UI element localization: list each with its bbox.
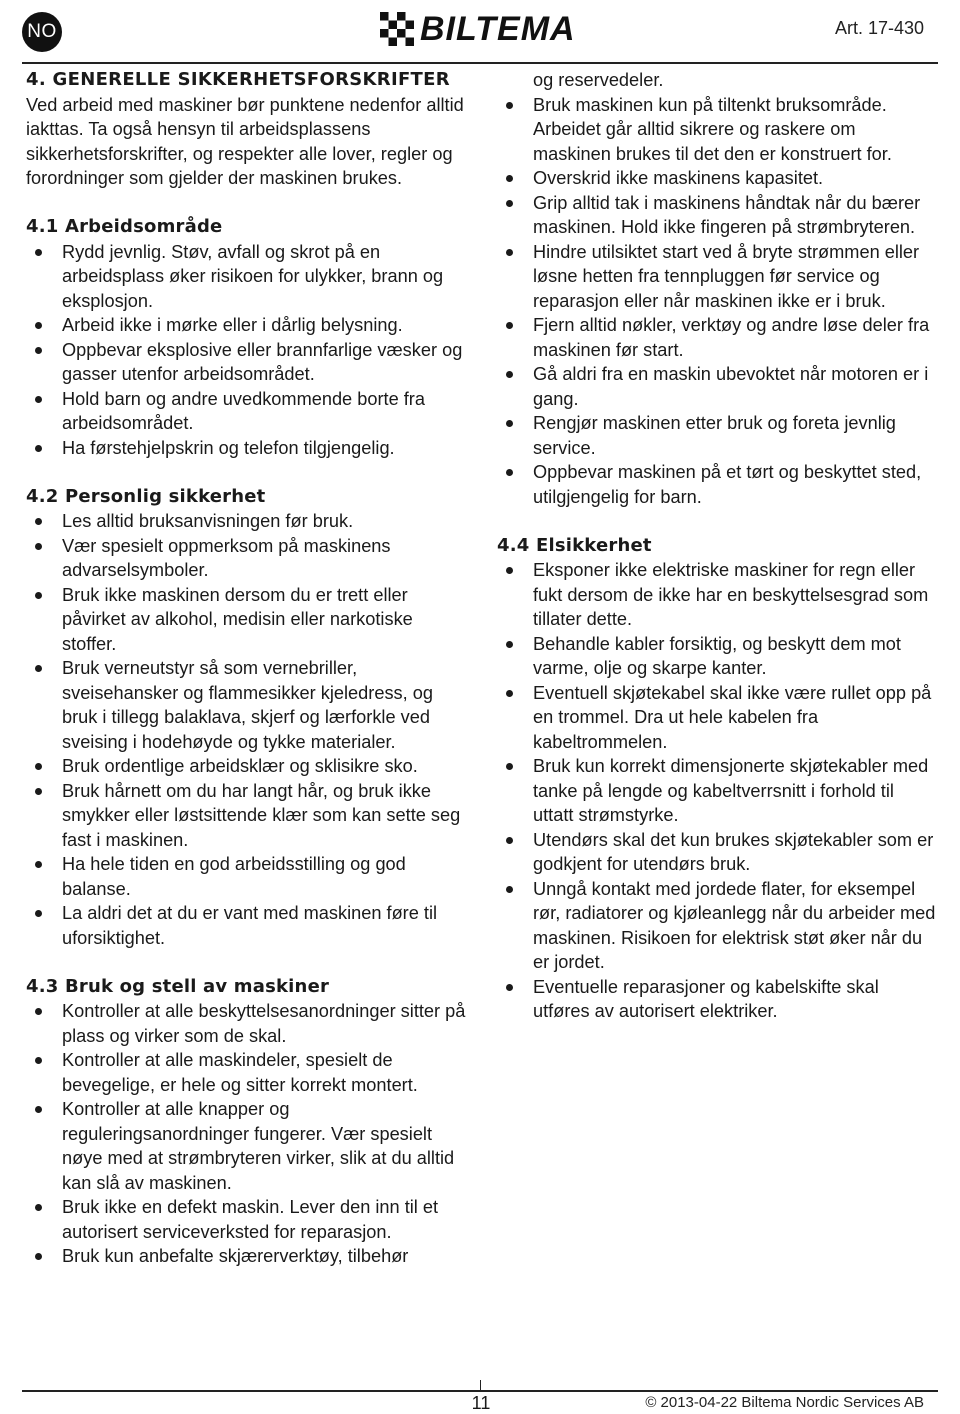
heading-4-3: 4.3 Bruk og stell av maskiner (26, 975, 330, 997)
list-item: Bruk kun korrekt dimensjonerte skjøtekabler med tanke på lengde og kabeltverrsnitt i forhold til uttatt strømstyrke. (497, 754, 937, 828)
list-item: Behandle kabler forsiktig, og beskytt dem mot varme, olje og skarpe kanter. (497, 632, 937, 681)
list-4-3 (26, 999, 466, 1269)
list-item: Fjern alltid nøkler, verktøy og andre løse deler fra maskinen før start. (497, 313, 937, 362)
list-item: Bruk ordentlige arbeidsklær og sklisikre sko. (26, 754, 466, 779)
left-column (26, 68, 466, 1269)
list-4-3-continued (497, 93, 937, 510)
list-item: Oppbevar maskinen på et tørt og beskyttet sted, utilgjengelig for barn. (497, 460, 937, 509)
copyright-notice: © 2013-04-22 Biltema Nordic Services AB (645, 1394, 924, 1411)
list-item: Eksponer ikke elektriske maskiner for regn eller fukt dersom de ikke har en beskyttelsesgrad som tillater dette. (497, 558, 937, 632)
list-item: Utendørs skal det kun brukes skjøtekabler som er godkjent for utendørs bruk. (497, 828, 937, 877)
list-item: La aldri det at du er vant med maskinen føre til uforsiktighet. (26, 901, 466, 950)
section-title: 4. GENERELLE SIKKERHETSFORSKRIFTER (26, 69, 450, 90)
list-4-4 (497, 558, 937, 1024)
intro-text: Ved arbeid med maskiner bør punktene nedenfor alltid iakttas. Ta også hensyn til arbeidsplassens sikkerhetsforskrifter, og respekter alle lover, regler og forordninger som gjelder der maskinen brukes. (26, 94, 464, 188)
heading-4-1: 4.1 Arbeidsområde (26, 216, 223, 237)
article-number: Art. 17-430 (834, 18, 924, 38)
heading-4-4: 4.4 Elsikkerhet (497, 534, 652, 556)
header-divider (22, 62, 938, 64)
list-item: Vær spesielt oppmerksom på maskinens advarselsymboler. (26, 534, 466, 583)
list-item: Bruk verneutstyr så som vernebriller, sveisehansker og flammesikker kjeledress, og bruk i tillegg balaklava, skjerf og lærforkle ved sveising i hodehøyde og tykke materialer. (26, 656, 466, 754)
list-item: Ha førstehjelpskrin og telefon tilgjengelig. (26, 436, 466, 461)
list-item: Bruk maskinen kun på tiltenkt bruksområde. Arbeidet går alltid sikrere og raskere om maskinen brukes til det den er konstruert for. (497, 93, 937, 167)
list-4-2 (26, 509, 466, 950)
list-item: Overskrid ikke maskinens kapasitet. (497, 166, 937, 191)
language-badge: NO (22, 12, 62, 52)
list-item: Unngå kontakt med jordede flater, for eksempel rør, radiatorer og kjøleanlegg når du arbeider med maskinen. Risikoen for elektrisk støt øker når du er jordet. (497, 877, 937, 975)
list-item: Eventuell skjøtekabel skal ikke være rullet opp på en trommel. Dra ut hele kabelen fra kabeltrommelen. (497, 681, 937, 755)
list-item: Rydd jevnlig. Støv, avfall og skrot på en arbeidsplass øker risikoen for ulykker, brann og eksplosjon. (26, 240, 466, 314)
list-item: Bruk ikke en defekt maskin. Lever den inn til et autorisert serviceverksted for reparasjon. (26, 1195, 466, 1244)
list-item: Arbeid ikke i mørke eller i dårlig belysning. (26, 313, 466, 338)
list-item: Hindre utilsiktet start ved å bryte strømmen eller løsne hetten fra tennpluggen før service og reparasjon eller når maskinen ikke er i bruk. (497, 240, 937, 314)
list-item: Bruk kun anbefalte skjærerverktøy, tilbehør (26, 1244, 466, 1269)
list-item: Kontroller at alle knapper og reguleringsanordninger fungerer. Vær spesielt nøye med at strømbryteren virker, slik at du alltid kan slå av maskinen. (26, 1097, 466, 1195)
brand-logo (380, 12, 576, 46)
right-column (497, 68, 937, 1024)
list-item: Hold barn og andre uvedkommende borte fra arbeidsområdet. (26, 387, 466, 436)
list-item: Bruk hårnett om du har langt hår, og bruk ikke smykker eller løstsittende klær som kan sette seg fast i maskinen. (26, 779, 466, 853)
list-4-1 (26, 240, 466, 461)
page-number: 11 (471, 1393, 491, 1413)
checkered-flag-icon (380, 12, 414, 46)
page-header (0, 0, 960, 64)
list-item: Les alltid bruksanvisningen før bruk. (26, 509, 466, 534)
list-item: Bruk ikke maskinen dersom du er trett eller påvirket av alkohol, medisin eller narkotiske stoffer. (26, 583, 466, 657)
heading-4-2: 4.2 Personlig sikkerhet (26, 485, 266, 507)
list-item: Grip alltid tak i maskinens håndtak når du bærer maskinen. Hold ikke fingeren på strømbryteren. (497, 191, 937, 240)
list-item: Gå aldri fra en maskin ubevoktet når motoren er i gang. (497, 362, 937, 411)
page-number-tick (480, 1380, 481, 1390)
list-item: Rengjør maskinen etter bruk og foreta jevnlig service. (497, 411, 937, 460)
list-item: Kontroller at alle beskyttelsesanordninger sitter på plass og virker som de skal. (26, 999, 466, 1048)
list-item: Ha hele tiden en god arbeidsstilling og god balanse. (26, 852, 466, 901)
list-item: Oppbevar eksplosive eller brannfarlige væsker og gasser utenfor arbeidsområdet. (26, 338, 466, 387)
list-item: Eventuelle reparasjoner og kabelskifte skal utføres av autorisert elektriker. (497, 975, 937, 1024)
list-item: Kontroller at alle maskindeler, spesielt de bevegelige, er hele og sitter korrekt montert. (26, 1048, 466, 1097)
list-continuation: og reservedeler. (533, 70, 664, 90)
brand-name: BILTEMA (420, 10, 576, 48)
